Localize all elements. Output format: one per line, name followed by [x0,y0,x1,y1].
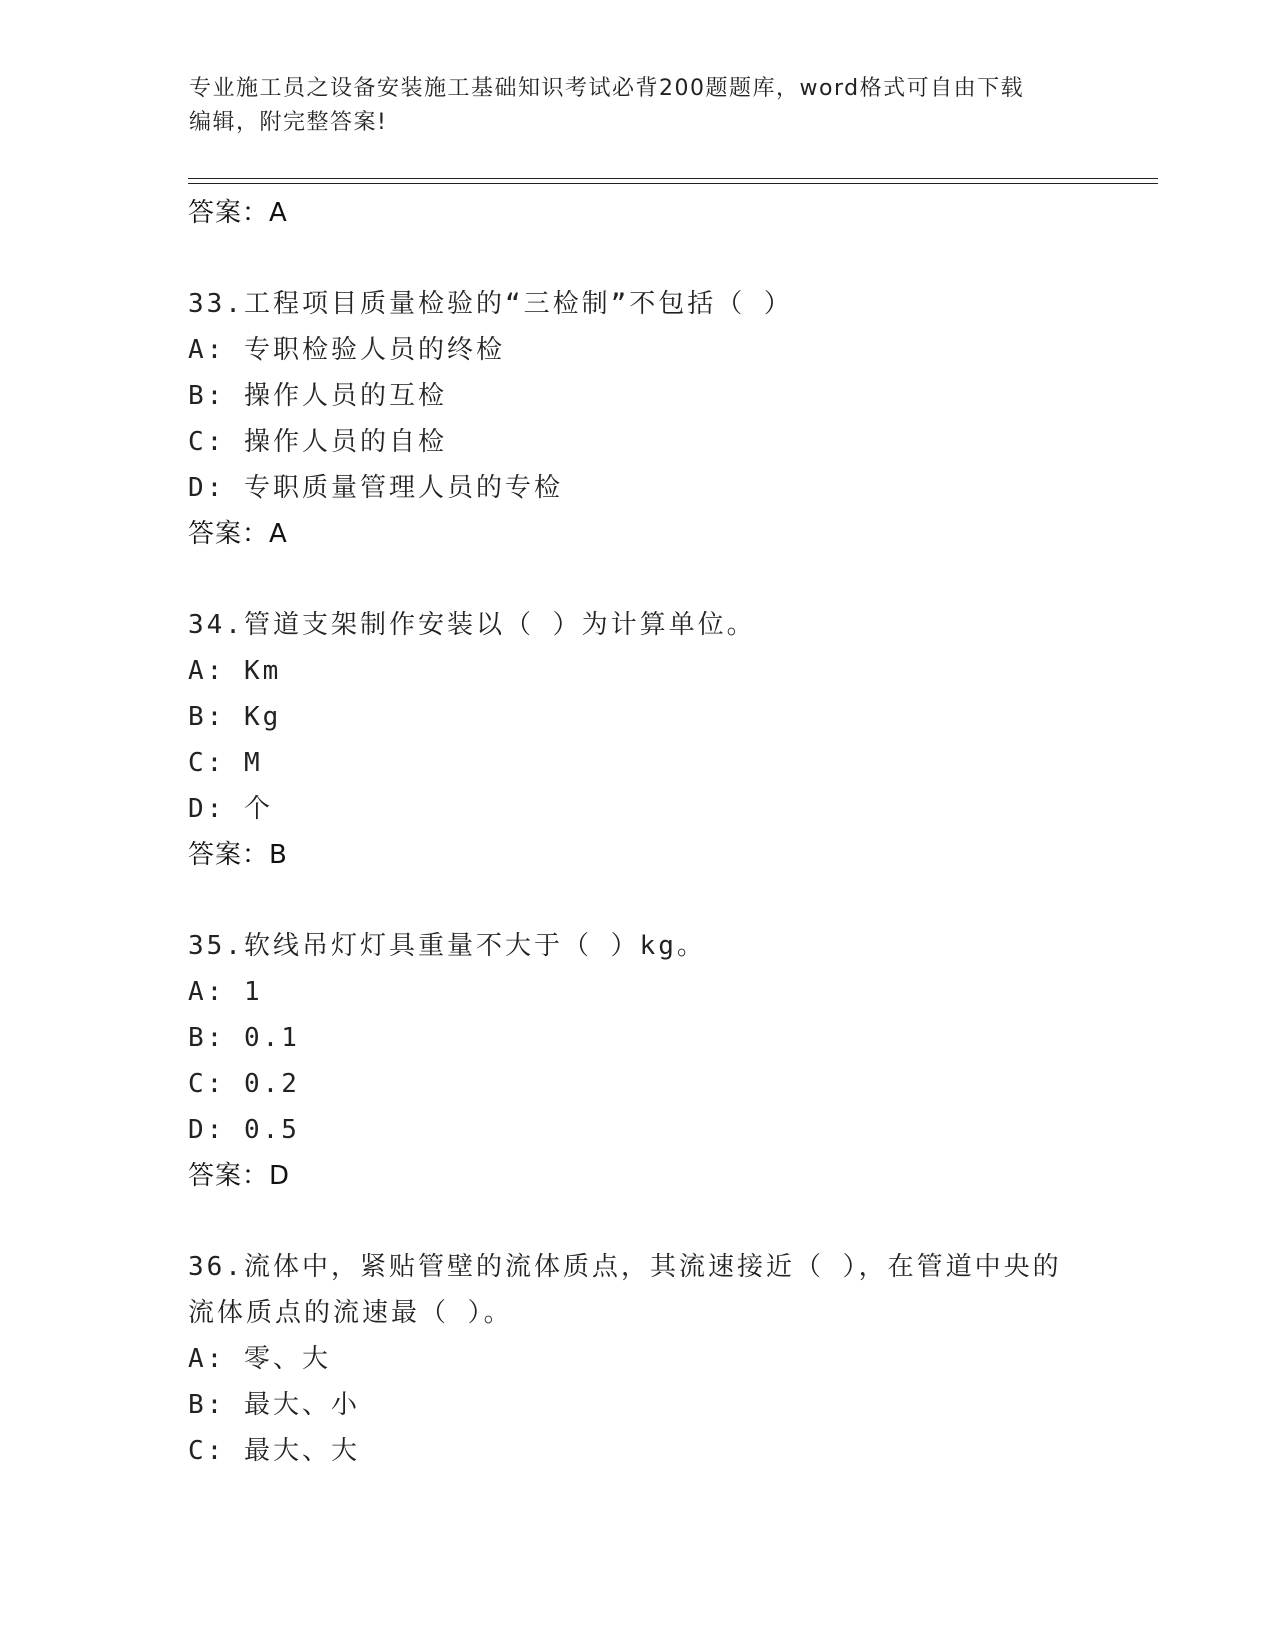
question-35 [188,923,1148,969]
question-text: 33.工程项目质量检验的“三检制”不包括（ ） [188,289,793,319]
question-text: 34.管道支架制作安装以（ ）为计算单位。 [188,610,756,640]
header-divider-bottom [188,183,1158,184]
spacer [188,557,1148,602]
question-36 [188,1244,1148,1336]
option-a: A: 1 [188,977,263,1007]
question-text-continued: 流体质点的流速最（ ）。 [188,1298,513,1328]
option-b: B: 0.1 [188,1023,300,1053]
option-c: C: 0.2 [188,1069,300,1099]
option-c: C: 最大、大 [188,1436,360,1466]
answer-label: 答案：D [188,1161,291,1191]
spacer [188,878,1148,923]
option-d: D: 个 [188,794,273,824]
document-header [189,72,1089,140]
option-b: B: Kg [188,702,282,732]
header-line-2: 编辑，附完整答案! [189,110,388,135]
spacer [188,236,1148,281]
header-line-1: 专业施工员之设备安装施工基础知识考试必背200题题库，word格式可自由下载 [189,76,1025,101]
option-d: D: 0.5 [188,1115,300,1145]
spacer [188,1199,1148,1244]
header-divider-top [188,178,1158,179]
question-33 [188,281,1148,327]
question-34 [188,602,1148,648]
question-list [188,190,1148,1474]
option-a: A: 零、大 [188,1344,331,1374]
option-a: A: Km [188,656,282,686]
question-text: 36.流体中，紧贴管壁的流体质点，其流速接近（ ），在管道中央的 [188,1252,1062,1282]
option-c: C: M [188,748,263,778]
answer-label: 答案：B [188,840,288,870]
option-b: B: 操作人员的互检 [188,381,447,411]
option-d: D: 专职质量管理人员的专检 [188,473,563,503]
answer-label: 答案：A [188,519,288,549]
option-a: A: 专职检验人员的终检 [188,335,505,365]
answer-label: 答案：A [188,198,288,228]
option-c: C: 操作人员的自检 [188,427,447,457]
option-b: B: 最大、小 [188,1390,360,1420]
question-text: 35.软线吊灯灯具重量不大于（ ）kg。 [188,931,706,961]
